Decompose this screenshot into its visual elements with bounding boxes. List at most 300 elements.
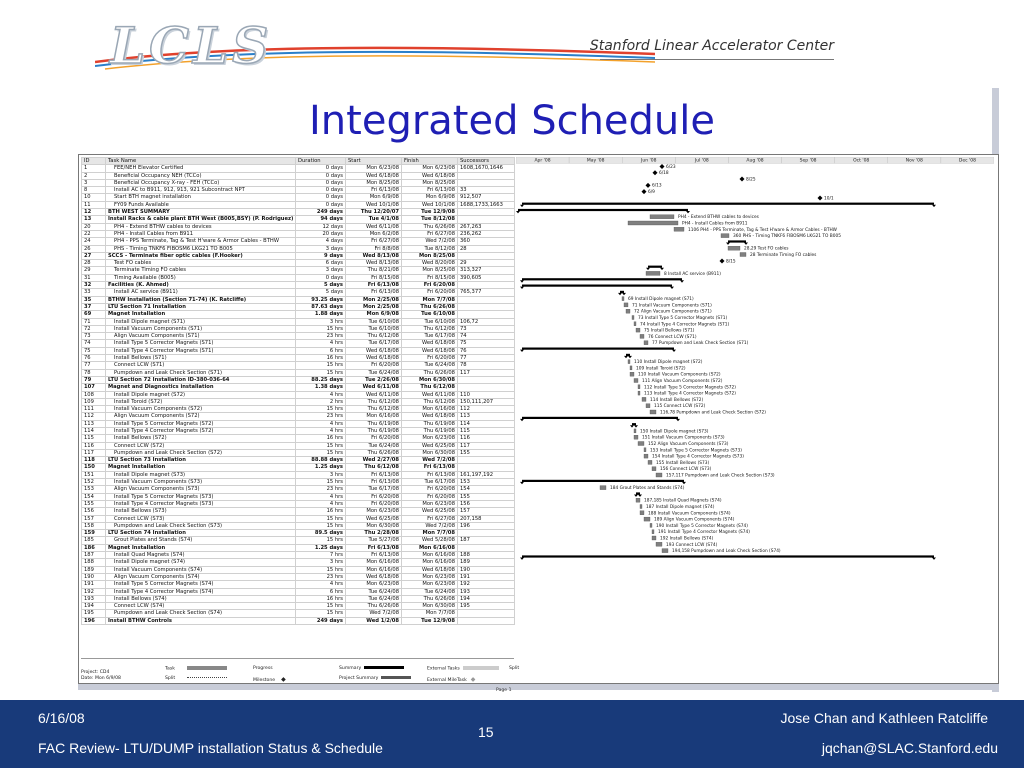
cell-id: 33	[82, 289, 106, 296]
cell-name: Test FO cables	[106, 260, 296, 267]
cell-duration: 2 hrs	[296, 398, 346, 405]
cell-finish: Fri 6/27/08	[402, 515, 458, 522]
bar-label: 28 Terminate Timing FO cables	[750, 253, 817, 258]
timeline-month-label: Oct '08	[853, 158, 870, 164]
cell-name: Install Dipole magnet (S71)	[106, 318, 296, 325]
timeline-month-label: Jun '08	[641, 158, 657, 164]
legend-project-summary-swatch	[381, 676, 411, 679]
cell-start: Fri 6/13/08	[346, 544, 402, 551]
cell-succ: 29	[458, 260, 515, 267]
cell-id: 153	[82, 486, 106, 493]
cell-duration: 3 days	[296, 267, 346, 274]
task-bar	[650, 523, 652, 527]
external-milestone-diamond-icon: ◆	[470, 676, 476, 683]
cell-succ	[458, 179, 515, 186]
table-row	[82, 617, 515, 624]
cell-succ: 189	[458, 559, 515, 566]
cell-id: 152	[82, 479, 106, 486]
table-row	[82, 559, 515, 566]
cell-name: BTHW Installation (Section 71-74) (K. Ratcliffe)	[106, 296, 296, 303]
table-row	[82, 573, 515, 580]
slide-title: Integrated Schedule	[309, 98, 715, 144]
cell-name: Align Vacuum Components (S74)	[106, 573, 296, 580]
task-bar	[634, 322, 636, 326]
summary-bar-cap	[520, 558, 524, 560]
cell-succ: 153	[458, 479, 515, 486]
task-bar	[644, 454, 648, 458]
cell-duration: 0 days	[296, 165, 346, 172]
cell-succ: 390,605	[458, 274, 515, 281]
cell-succ: 73	[458, 325, 515, 332]
milestone-diamond	[642, 189, 647, 194]
cell-succ: 191	[458, 573, 515, 580]
cell-start: Thu 6/19/08	[346, 420, 402, 427]
table-row	[82, 420, 515, 427]
cell-duration: 23 hrs	[296, 413, 346, 420]
cell-id: 188	[82, 559, 106, 566]
cell-succ: 115	[458, 427, 515, 434]
column-header: Task Name	[106, 158, 296, 165]
cell-finish: Mon 8/25/08	[402, 252, 458, 259]
table-row	[82, 179, 515, 186]
bar-label: 110 Install Vacuum Components (S72)	[638, 372, 721, 378]
cell-duration: 23 hrs	[296, 333, 346, 340]
bar-label: 6/18	[659, 171, 669, 177]
cell-succ: 110	[458, 391, 515, 398]
cell-succ	[458, 216, 515, 223]
legend-external-swatch	[463, 666, 499, 670]
cell-finish: Fri 6/13/08	[402, 471, 458, 478]
cell-start: Wed 2/27/08	[346, 457, 402, 464]
cell-finish: Fri 6/13/08	[402, 187, 458, 194]
table-row	[82, 355, 515, 362]
cell-succ: 78	[458, 362, 515, 369]
legend-task: Task	[165, 666, 227, 672]
cell-start: Wed 8/13/08	[346, 252, 402, 259]
timeline-month-label: Nov '08	[905, 158, 923, 164]
cell-id: 115	[82, 435, 106, 442]
cell-succ	[458, 530, 515, 537]
cell-id: 32	[82, 282, 106, 289]
summary-bar-cap	[686, 211, 690, 213]
task-bar	[600, 486, 606, 490]
cell-name: LTU Section 71 Installation	[106, 303, 296, 310]
cell-id: 151	[82, 471, 106, 478]
task-bar	[634, 429, 636, 433]
cell-id: 185	[82, 537, 106, 544]
cell-name: Install Bellows (S74)	[106, 595, 296, 602]
table-row	[82, 369, 515, 376]
bar-label: 8/15	[726, 259, 736, 265]
cell-duration: 93.25 days	[296, 296, 346, 303]
cell-name: Connect LCW (S73)	[106, 515, 296, 522]
cell-duration: 6 hrs	[296, 347, 346, 354]
legend-split: Split	[165, 676, 227, 681]
cell-succ: 77	[458, 355, 515, 362]
cell-id: 157	[82, 515, 106, 522]
cell-succ: 765,377	[458, 289, 515, 296]
cell-name: Install Vacuum Components (S72)	[106, 406, 296, 413]
cell-finish: Mon 7/7/08	[402, 530, 458, 537]
cell-id: 79	[82, 376, 106, 383]
cell-name: Magnet Installation	[106, 311, 296, 318]
cell-name: Pumpdown and Leak Check Section (S72)	[106, 449, 296, 456]
cell-name: Install Type 4 Corrector Magnets (S71)	[106, 347, 296, 354]
legend-progress: Progress	[253, 666, 273, 671]
cell-duration: 16 hrs	[296, 435, 346, 442]
cell-succ: 190	[458, 566, 515, 573]
column-header: ID	[82, 158, 106, 165]
cell-duration: 3 hrs	[296, 318, 346, 325]
cell-start: Thu 6/12/08	[346, 406, 402, 413]
bar-label: 8/25	[746, 177, 756, 183]
cell-id: 117	[82, 449, 106, 456]
cell-duration: 6 days	[296, 260, 346, 267]
table-row	[82, 333, 515, 340]
cell-name: Install Bellows (S72)	[106, 435, 296, 442]
cell-start: Mon 6/2/08	[346, 230, 402, 237]
table-row	[82, 522, 515, 529]
cell-id: 74	[82, 340, 106, 347]
cell-id: 22	[82, 230, 106, 237]
cell-name: Timing Available (B005)	[106, 274, 296, 281]
cell-finish: Wed 6/18/08	[402, 347, 458, 354]
bar-label: 114 Install Bellows (S72)	[650, 397, 704, 403]
bar-label: 150 Install Dipole magnet (S73)	[640, 429, 709, 435]
summary-bar-cap	[520, 205, 524, 207]
cell-duration: 15 hrs	[296, 522, 346, 529]
cell-id: 77	[82, 362, 106, 369]
bar-label: 71 Install Vacuum Components (S71)	[632, 303, 712, 309]
cell-duration: 16 hrs	[296, 508, 346, 515]
cell-name: Install Toroid (S72)	[106, 398, 296, 405]
timeline-month-label: Sep '08	[799, 158, 817, 164]
cell-finish: Thu 6/12/08	[402, 398, 458, 405]
cell-succ	[458, 172, 515, 179]
table-row	[82, 267, 515, 274]
milestone-diamond	[720, 258, 725, 263]
cell-start: Tue 6/17/08	[346, 486, 402, 493]
cell-id: 37	[82, 303, 106, 310]
task-bar	[638, 391, 640, 395]
cell-start: Fri 6/13/08	[346, 552, 402, 559]
cell-name: Grout Plates and Stands (S74)	[106, 537, 296, 544]
cell-duration: 0 days	[296, 179, 346, 186]
cell-start: Thu 6/26/08	[346, 449, 402, 456]
task-bar	[674, 227, 684, 231]
cell-succ	[458, 544, 515, 551]
cell-finish: Mon 6/30/08	[402, 449, 458, 456]
cell-finish: Wed 6/18/08	[402, 413, 458, 420]
cell-finish: Mon 6/16/08	[402, 559, 458, 566]
legend-project: Project: CD4	[81, 670, 110, 675]
cell-name: Pumpdown and Leak Check Section (S71)	[106, 369, 296, 376]
cell-start: Mon 6/23/08	[346, 581, 402, 588]
cell-finish: Mon 6/23/08	[402, 573, 458, 580]
summary-bar	[522, 555, 934, 557]
cell-start: Wed 1/2/08	[346, 617, 402, 624]
table-row	[82, 457, 515, 464]
cell-start: Wed 10/1/08	[346, 201, 402, 208]
bar-label: 154 Install Type 4 Corrector Magnets (S73)	[652, 454, 744, 460]
table-row	[82, 238, 515, 245]
schedule-table	[81, 157, 514, 625]
cell-finish: Thu 6/26/08	[402, 595, 458, 602]
cell-duration: 1.88 days	[296, 311, 346, 318]
cell-start: Wed 6/18/08	[346, 347, 402, 354]
table-row	[82, 566, 515, 573]
cell-name: SCCS - Terminate fiber optic cables (F.Hooker)	[106, 252, 296, 259]
task-bar	[638, 385, 640, 389]
cell-start: Fri 6/13/08	[346, 282, 402, 289]
lcls-logo: LCLS	[110, 16, 273, 75]
cell-succ: 236,262	[458, 230, 515, 237]
cell-id: 114	[82, 427, 106, 434]
cell-duration: 15 hrs	[296, 566, 346, 573]
table-row	[82, 209, 515, 216]
bar-label: 110 Install Dipole magnet (S72)	[634, 360, 703, 366]
task-bar	[646, 404, 650, 408]
table-row	[82, 230, 515, 237]
cell-finish: Mon 6/30/08	[402, 376, 458, 383]
summary-bar-cap	[634, 425, 638, 427]
milestone-diamond	[818, 195, 823, 200]
cell-name: Install Type 5 Corrector Magnets (S71)	[106, 340, 296, 347]
cell-name: Magnet Installation	[106, 464, 296, 471]
table-row	[82, 413, 515, 420]
table-row	[82, 427, 515, 434]
bar-label: 28,29 Test FO cables	[744, 246, 789, 252]
task-bar	[626, 309, 630, 313]
cell-succ	[458, 252, 515, 259]
cell-start: Fri 8/15/08	[346, 274, 402, 281]
cell-duration: 15 hrs	[296, 610, 346, 617]
cell-finish: Tue 6/17/08	[402, 479, 458, 486]
table-row	[82, 471, 515, 478]
cell-finish: Mon 8/25/08	[402, 267, 458, 274]
cell-start: Fri 6/20/08	[346, 435, 402, 442]
cell-id: 73	[82, 333, 106, 340]
cell-id: 75	[82, 347, 106, 354]
cell-start: Wed 6/18/08	[346, 573, 402, 580]
cell-duration: 0 days	[296, 194, 346, 201]
task-bar	[652, 467, 656, 471]
cell-name: PH4 - Extend BTHW cables to devices	[106, 223, 296, 230]
cell-id: 27	[82, 252, 106, 259]
task-bar	[630, 372, 634, 376]
cell-succ	[458, 282, 515, 289]
cell-finish: Fri 6/20/08	[402, 282, 458, 289]
cell-duration: 15 hrs	[296, 603, 346, 610]
cell-start: Tue 6/10/08	[346, 325, 402, 332]
cell-id: 8	[82, 187, 106, 194]
cell-duration: 89.5 days	[296, 530, 346, 537]
cell-duration: 15 hrs	[296, 479, 346, 486]
summary-bar	[518, 209, 688, 211]
cell-duration: 249 days	[296, 209, 346, 216]
cell-name: Install Dipole magnet (S72)	[106, 391, 296, 398]
bar-label: 74 Install Type 4 Corrector Magnets (S71)	[640, 322, 730, 328]
cell-succ	[458, 376, 515, 383]
cell-finish: Mon 6/23/08	[402, 500, 458, 507]
cell-start: Tue 4/1/08	[346, 216, 402, 223]
task-bar	[624, 303, 628, 307]
cell-id: 109	[82, 398, 106, 405]
cell-succ: 192	[458, 581, 515, 588]
cell-name: Install Type 5 Corrector Magnets (S73)	[106, 493, 296, 500]
cell-finish: Tue 8/12/08	[402, 216, 458, 223]
cell-succ: 1608,1670,1646	[458, 165, 515, 172]
cell-finish: Thu 6/26/08	[402, 223, 458, 230]
cell-duration: 1.25 days	[296, 464, 346, 471]
summary-bar-cap	[618, 293, 622, 295]
table-row	[82, 376, 515, 383]
summary-bar-cap	[638, 495, 642, 497]
cell-start: Mon 6/30/08	[346, 522, 402, 529]
table-row	[82, 296, 515, 303]
cell-name: Start BTH magnet installation	[106, 194, 296, 201]
summary-bar-cap	[520, 482, 524, 484]
task-bar	[634, 435, 638, 439]
cell-succ: 106,72	[458, 318, 515, 325]
cell-succ: 116	[458, 435, 515, 442]
table-row	[82, 595, 515, 602]
bar-label: 194,158 Pumpdown and Leak Check Section (S74)	[672, 549, 781, 555]
task-bar	[622, 297, 624, 301]
table-row	[82, 223, 515, 230]
footer-date: 6/16/08	[38, 710, 85, 726]
cell-duration: 6 hrs	[296, 588, 346, 595]
task-bar	[650, 410, 656, 414]
cell-succ	[458, 610, 515, 617]
cell-succ	[458, 457, 515, 464]
cell-finish: Wed 7/2/08	[402, 238, 458, 245]
table-row	[82, 398, 515, 405]
table-row	[82, 588, 515, 595]
milestone-diamond	[653, 170, 658, 175]
cell-duration: 5 days	[296, 282, 346, 289]
bar-label: 187 Install Dipole magnet (S74)	[646, 505, 715, 510]
cell-id: 29	[82, 267, 106, 274]
cell-finish: Mon 6/23/08	[402, 435, 458, 442]
cell-id: 28	[82, 260, 106, 267]
legend-split-swatch	[187, 677, 227, 678]
cell-finish: Wed 6/18/08	[402, 340, 458, 347]
cell-succ: 161,197,192	[458, 471, 515, 478]
cell-duration: 16 hrs	[296, 595, 346, 602]
summary-bar-cap	[622, 293, 626, 295]
table-row	[82, 216, 515, 223]
milestone-diamond	[740, 177, 745, 182]
table-row	[82, 384, 515, 391]
cell-name: Install Racks & cable plant BTH West (B005,BSY) (P. Rodriguez)	[106, 216, 296, 223]
cell-succ: 155	[458, 449, 515, 456]
cell-finish: Wed 6/25/08	[402, 508, 458, 515]
cell-finish: Mon 8/25/08	[402, 179, 458, 186]
schedule-page-number: Page 1	[496, 688, 512, 693]
cell-start: Fri 6/13/08	[346, 187, 402, 194]
table-row	[82, 530, 515, 537]
cell-duration: 3 days	[296, 245, 346, 252]
summary-bar-cap	[520, 280, 524, 282]
cell-id: 192	[82, 588, 106, 595]
cell-id: 20	[82, 223, 106, 230]
cell-id: 159	[82, 530, 106, 537]
cell-id: 2	[82, 172, 106, 179]
bar-label: 109 Install Toroid (S72)	[636, 366, 686, 372]
cell-start: Wed 6/11/08	[346, 384, 402, 391]
cell-succ	[458, 464, 515, 471]
cell-id: 187	[82, 552, 106, 559]
cell-succ: 912,507	[458, 194, 515, 201]
cell-id: 3	[82, 179, 106, 186]
task-bar	[640, 334, 644, 338]
task-bar	[646, 271, 660, 275]
cell-name: Install Dipole magnet (S73)	[106, 471, 296, 478]
cell-start: Fri 6/20/08	[346, 362, 402, 369]
table-row	[82, 493, 515, 500]
cell-finish: Wed 10/1/08	[402, 201, 458, 208]
cell-finish: Mon 7/7/08	[402, 610, 458, 617]
cell-finish: Wed 6/11/08	[402, 391, 458, 398]
cell-name: Connect LCW (S74)	[106, 603, 296, 610]
table-row	[82, 479, 515, 486]
cell-start: Fri 6/27/08	[346, 238, 402, 245]
cell-start: Mon 8/25/08	[346, 179, 402, 186]
table-row	[82, 581, 515, 588]
cell-id: 69	[82, 311, 106, 318]
cell-start: Mon 6/9/08	[346, 194, 402, 201]
summary-bar-cap	[726, 243, 730, 245]
task-bar	[640, 505, 642, 509]
cell-id: 116	[82, 442, 106, 449]
task-bar	[630, 366, 632, 370]
cell-start: Tue 6/17/08	[346, 340, 402, 347]
chart-shadow-bottom	[78, 684, 999, 690]
summary-bar	[728, 240, 746, 242]
cell-succ: 76	[458, 347, 515, 354]
slide-header	[0, 0, 1024, 80]
cell-start: Tue 6/24/08	[346, 369, 402, 376]
cell-duration: 9 days	[296, 252, 346, 259]
cell-start: Tue 2/26/08	[346, 376, 402, 383]
cell-duration: 1.38 days	[296, 384, 346, 391]
cell-start: Wed 6/18/08	[346, 172, 402, 179]
task-bar	[740, 253, 746, 257]
bar-label: 188 Install Vacuum Components (S74)	[648, 511, 731, 517]
cell-id: 26	[82, 245, 106, 252]
cell-succ: 28	[458, 245, 515, 252]
cell-start: Wed 6/18/08	[346, 355, 402, 362]
bar-label: 115 Connect LCW (S72)	[654, 404, 706, 410]
summary-bar	[522, 203, 934, 205]
bar-label: PH4 - Extend BTHW cables to devices	[678, 215, 759, 221]
summary-bar-cap	[624, 356, 628, 358]
cell-succ: 313,327	[458, 267, 515, 274]
cell-name: Install Type 4 Corrector Magnets (S72)	[106, 427, 296, 434]
summary-bar	[522, 285, 672, 287]
milestone-diamond	[646, 183, 651, 188]
cell-id: 71	[82, 318, 106, 325]
cell-finish: Thu 6/19/08	[402, 427, 458, 434]
cell-succ: 74	[458, 333, 515, 340]
task-bar	[644, 341, 648, 345]
cell-succ: 117	[458, 442, 515, 449]
bar-label: 75 Install Bellows (S71)	[644, 328, 695, 334]
legend-divider	[81, 658, 514, 659]
cell-name: LTU Section 72 Installation ID-380-036-64	[106, 376, 296, 383]
cell-id: 195	[82, 610, 106, 617]
